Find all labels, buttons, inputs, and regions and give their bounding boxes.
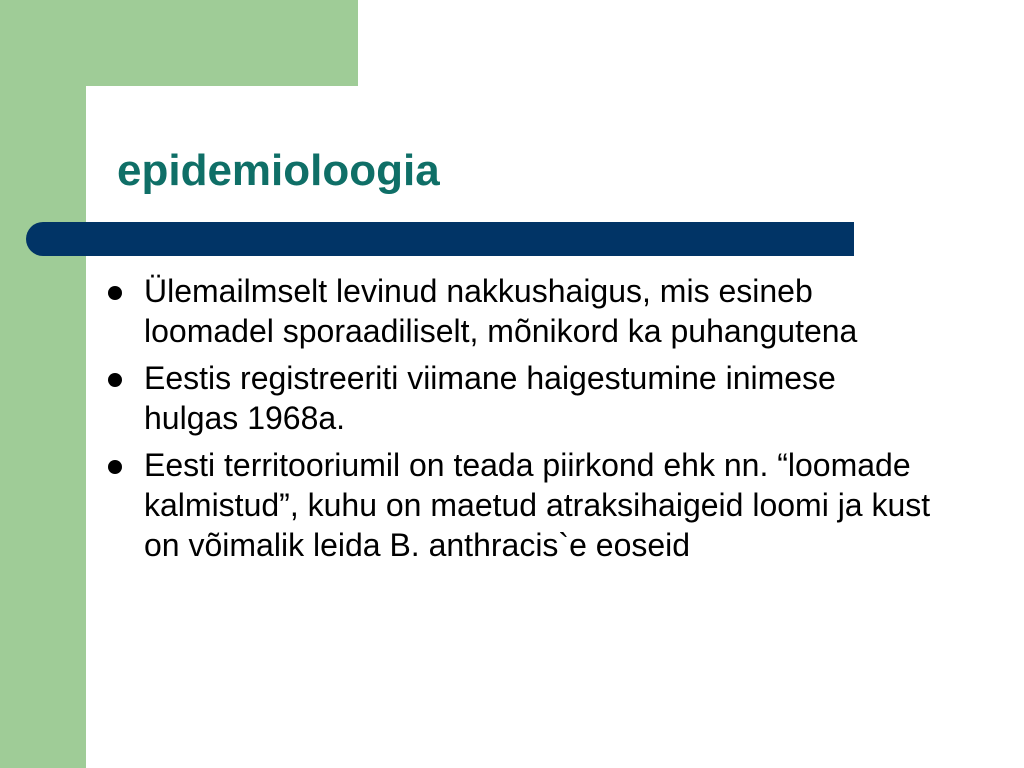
slide-title: epidemioloogia [117,146,440,195]
bullet-list [103,271,933,572]
bullet-item [103,358,933,438]
bullet-text: Eesti territooriumil on teada piirkond ehk nn. “loomade kalmistud”, kuhu on maetud atraksihaigeid loomi ja kust on võimalik leida B. anthracis`e eoseid [144,447,931,563]
bullet-dot-icon [108,286,122,300]
left-green-band [0,0,86,768]
top-green-band [0,0,358,86]
bullet-item [103,445,933,565]
bullet-item [103,271,933,351]
title-underline-bar [26,222,854,256]
bullet-text: Eestis registreeriti viimane haigestumine inimese hulgas 1968a. [144,360,836,436]
bullet-text: Ülemailmselt levinud nakkushaigus, mis esineb loomadel sporaadiliselt, mõnikord ka puhangutena [144,273,858,349]
bullet-dot-icon [108,373,122,387]
bullet-dot-icon [108,460,122,474]
